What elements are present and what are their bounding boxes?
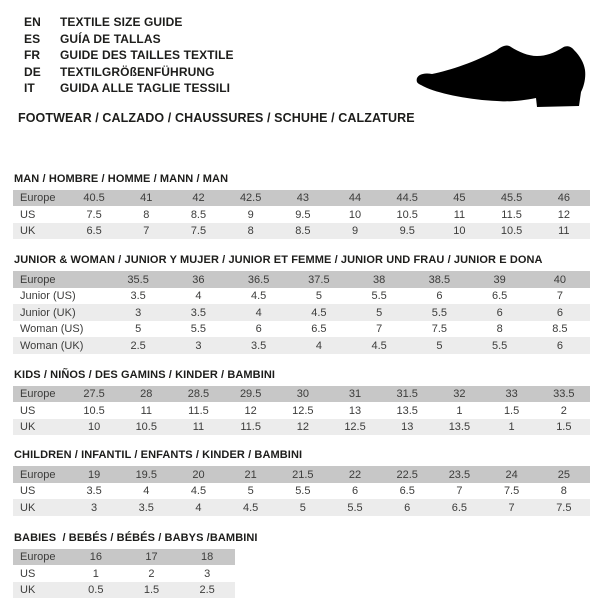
- size-value: 10: [433, 223, 485, 240]
- size-table: [13, 271, 590, 354]
- size-value: 7.5: [68, 206, 120, 223]
- size-value: 6: [409, 288, 469, 305]
- size-value: 4: [229, 304, 289, 321]
- size-value: 3.5: [108, 288, 168, 305]
- size-value: 1: [68, 565, 124, 582]
- row-label: US: [13, 206, 68, 223]
- size-value: 9.5: [277, 206, 329, 223]
- size-value: 28.5: [172, 386, 224, 403]
- size-value: 7: [433, 483, 485, 500]
- size-value: 1: [486, 419, 538, 436]
- size-value: 36.5: [229, 271, 289, 288]
- table-row: [13, 582, 235, 599]
- category-line: FOOTWEAR / CALZADO / CHAUSSURES / SCHUHE / CALZATURE: [18, 110, 415, 125]
- size-value: 44: [329, 190, 381, 207]
- size-value: 0.5: [68, 582, 124, 599]
- size-section: [13, 449, 590, 516]
- size-value: 1.5: [538, 419, 590, 436]
- size-value: 28: [120, 386, 172, 403]
- size-value: 44.5: [381, 190, 433, 207]
- size-value: 33.5: [538, 386, 590, 403]
- size-value: 4: [120, 483, 172, 500]
- size-value: 17: [124, 549, 180, 566]
- size-value: 11.5: [486, 206, 538, 223]
- size-value: 39: [470, 271, 530, 288]
- size-table: [13, 386, 590, 436]
- size-value: 6.5: [381, 483, 433, 500]
- size-value: 11: [433, 206, 485, 223]
- size-value: 6.5: [470, 288, 530, 305]
- size-value: 40.5: [68, 190, 120, 207]
- size-value: 6.5: [68, 223, 120, 240]
- size-value: 9.5: [381, 223, 433, 240]
- table-row: [13, 499, 590, 516]
- size-value: 11.5: [172, 402, 224, 419]
- size-value: 41: [120, 190, 172, 207]
- size-value: 13.5: [433, 419, 485, 436]
- size-value: 42.5: [225, 190, 277, 207]
- size-value: 33: [486, 386, 538, 403]
- size-value: 24: [486, 466, 538, 483]
- size-value: 7.5: [486, 483, 538, 500]
- size-value: 35.5: [108, 271, 168, 288]
- row-label: Europe: [13, 466, 68, 483]
- size-table: [13, 466, 590, 516]
- size-value: 4.5: [229, 288, 289, 305]
- language-name: TEXTILGRÖßENFÜHRUNG: [60, 64, 215, 79]
- size-value: 31.5: [381, 386, 433, 403]
- size-value: 10.5: [381, 206, 433, 223]
- size-value: 2.5: [108, 337, 168, 354]
- size-value: 21.5: [277, 466, 329, 483]
- table-row: [13, 549, 235, 566]
- size-value: 5.5: [329, 499, 381, 516]
- row-label: Junior (US): [13, 288, 108, 305]
- size-value: 40: [530, 271, 590, 288]
- row-label: US: [13, 402, 68, 419]
- size-value: 46: [538, 190, 590, 207]
- section-title: MAN / HOMBRE / HOMME / MANN / MAN: [14, 172, 229, 185]
- size-value: 9: [329, 223, 381, 240]
- row-label: Junior (UK): [13, 304, 108, 321]
- section-title: BABIES / BEBÉS / BÉBÉS / BABYS /BAMBINI: [14, 531, 258, 544]
- size-value: 9: [225, 206, 277, 223]
- size-value: 4: [289, 337, 349, 354]
- size-value: 3: [68, 499, 120, 516]
- row-label: UK: [13, 582, 68, 599]
- table-row: [13, 304, 590, 321]
- size-value: 3.5: [168, 304, 228, 321]
- table-row: [13, 419, 590, 436]
- size-value: 4.5: [172, 483, 224, 500]
- size-value: 10.5: [120, 419, 172, 436]
- section-title: KIDS / NIÑOS / DES GAMINS / KINDER / BAMBINI: [14, 368, 276, 381]
- size-value: 13.5: [381, 402, 433, 419]
- size-value: 20: [172, 466, 224, 483]
- size-value: 12.5: [329, 419, 381, 436]
- size-value: 7: [120, 223, 172, 240]
- table-row: [13, 321, 590, 338]
- table-row: [13, 288, 590, 305]
- size-value: 12: [225, 402, 277, 419]
- size-value: 6: [530, 304, 590, 321]
- size-value: 42: [172, 190, 224, 207]
- size-value: 8: [120, 206, 172, 223]
- language-code: DE: [24, 64, 41, 79]
- size-value: 3.5: [229, 337, 289, 354]
- size-value: 10: [68, 419, 120, 436]
- language-code: IT: [24, 81, 35, 96]
- size-value: 13: [381, 419, 433, 436]
- size-value: 4: [168, 288, 228, 305]
- row-label: Europe: [13, 549, 68, 566]
- size-section: [13, 254, 590, 354]
- size-value: 7: [530, 288, 590, 305]
- size-section: [13, 369, 590, 436]
- size-value: 8: [538, 483, 590, 500]
- size-value: 1.5: [486, 402, 538, 419]
- size-value: 6: [530, 337, 590, 354]
- size-value: 4.5: [349, 337, 409, 354]
- row-label: Woman (US): [13, 321, 108, 338]
- size-value: 5.5: [277, 483, 329, 500]
- size-value: 5: [349, 304, 409, 321]
- size-value: 19.5: [120, 466, 172, 483]
- size-value: 45: [433, 190, 485, 207]
- size-value: 21: [225, 466, 277, 483]
- table-row: [13, 466, 590, 483]
- size-value: 8: [225, 223, 277, 240]
- size-value: 2: [538, 402, 590, 419]
- size-value: 36: [168, 271, 228, 288]
- size-value: 38.5: [409, 271, 469, 288]
- size-value: 12: [277, 419, 329, 436]
- size-value: 12.5: [277, 402, 329, 419]
- size-value: 5.5: [349, 288, 409, 305]
- size-value: 29.5: [225, 386, 277, 403]
- table-row: [13, 190, 590, 207]
- table-row: [13, 206, 590, 223]
- table-row: [13, 565, 235, 582]
- size-value: 5.5: [168, 321, 228, 338]
- size-value: 5.5: [470, 337, 530, 354]
- size-value: 5: [409, 337, 469, 354]
- size-tables: [13, 173, 590, 599]
- size-value: 6: [381, 499, 433, 516]
- size-value: 11: [120, 402, 172, 419]
- row-label: UK: [13, 223, 68, 240]
- size-value: 27.5: [68, 386, 120, 403]
- size-value: 25: [538, 466, 590, 483]
- language-code: EN: [24, 15, 41, 29]
- size-value: 7: [349, 321, 409, 338]
- size-value: 8.5: [530, 321, 590, 338]
- size-value: 6.5: [289, 321, 349, 338]
- size-value: 6: [470, 304, 530, 321]
- size-value: 4.5: [289, 304, 349, 321]
- row-label: US: [13, 565, 68, 582]
- size-value: 4.5: [225, 499, 277, 516]
- size-value: 3: [168, 337, 228, 354]
- size-value: 18: [179, 549, 235, 566]
- size-value: 7: [486, 499, 538, 516]
- table-row: [13, 402, 590, 419]
- section-title: JUNIOR & WOMAN / JUNIOR Y MUJER / JUNIOR ET FEMME / JUNIOR UND FRAU / JUNIOR E DONA: [14, 254, 543, 267]
- language-code: FR: [24, 48, 41, 63]
- table-row: [13, 271, 590, 288]
- size-value: 3: [108, 304, 168, 321]
- row-label: Europe: [13, 271, 108, 288]
- size-value: 30: [277, 386, 329, 403]
- size-value: 16: [68, 549, 124, 566]
- size-value: 7.5: [538, 499, 590, 516]
- size-value: 1.5: [124, 582, 180, 599]
- size-value: 11: [172, 419, 224, 436]
- size-value: 32: [433, 386, 485, 403]
- size-value: 6: [329, 483, 381, 500]
- size-value: 8.5: [277, 223, 329, 240]
- size-value: 7.5: [409, 321, 469, 338]
- size-value: 6.5: [433, 499, 485, 516]
- row-label: Europe: [13, 190, 68, 207]
- size-value: 3: [179, 565, 235, 582]
- size-value: 2.5: [179, 582, 235, 599]
- size-value: 3.5: [68, 483, 120, 500]
- section-title: CHILDREN / INFANTIL / ENFANTS / KINDER / BAMBINI: [14, 449, 303, 462]
- size-value: 6: [229, 321, 289, 338]
- row-label: Woman (UK): [13, 337, 108, 354]
- size-value: 38: [349, 271, 409, 288]
- size-value: 22: [329, 466, 381, 483]
- size-value: 10.5: [68, 402, 120, 419]
- row-label: UK: [13, 499, 68, 516]
- size-table: [13, 190, 590, 240]
- size-value: 8: [470, 321, 530, 338]
- size-value: 12: [538, 206, 590, 223]
- size-value: 43: [277, 190, 329, 207]
- size-value: 5: [277, 499, 329, 516]
- size-value: 37.5: [289, 271, 349, 288]
- size-section: [13, 532, 590, 599]
- language-code: ES: [24, 31, 41, 46]
- size-value: 4: [172, 499, 224, 516]
- size-value: 11.5: [225, 419, 277, 436]
- size-value: 19: [68, 466, 120, 483]
- size-value: 23.5: [433, 466, 485, 483]
- size-value: 11: [538, 223, 590, 240]
- size-value: 8.5: [172, 206, 224, 223]
- size-value: 5: [108, 321, 168, 338]
- size-value: 31: [329, 386, 381, 403]
- size-table: [13, 549, 235, 599]
- row-label: US: [13, 483, 68, 500]
- size-value: 1: [433, 402, 485, 419]
- doc-header: [13, 10, 590, 125]
- size-section: [13, 173, 590, 240]
- size-value: 5: [289, 288, 349, 305]
- table-row: [13, 337, 590, 354]
- row-label: UK: [13, 419, 68, 436]
- row-label: Europe: [13, 386, 68, 403]
- size-value: 10.5: [486, 223, 538, 240]
- language-name: GUÍA DE TALLAS: [60, 31, 161, 46]
- shoe-silhouette-path: [417, 46, 586, 107]
- size-value: 10: [329, 206, 381, 223]
- table-row: [13, 223, 590, 240]
- language-name: GUIDE DES TAILLES TEXTILE: [60, 48, 234, 63]
- language-name: GUIDA ALLE TAGLIE TESSILI: [60, 81, 231, 96]
- size-value: 22.5: [381, 466, 433, 483]
- size-value: 13: [329, 402, 381, 419]
- dress-shoe-icon: [403, 25, 600, 120]
- size-value: 2: [124, 565, 180, 582]
- table-row: [13, 386, 590, 403]
- size-value: 3.5: [120, 499, 172, 516]
- language-name: TEXTILE SIZE GUIDE: [60, 15, 183, 29]
- size-value: 5: [225, 483, 277, 500]
- size-value: 7.5: [172, 223, 224, 240]
- table-row: [13, 483, 590, 500]
- size-value: 45.5: [486, 190, 538, 207]
- size-value: 5.5: [409, 304, 469, 321]
